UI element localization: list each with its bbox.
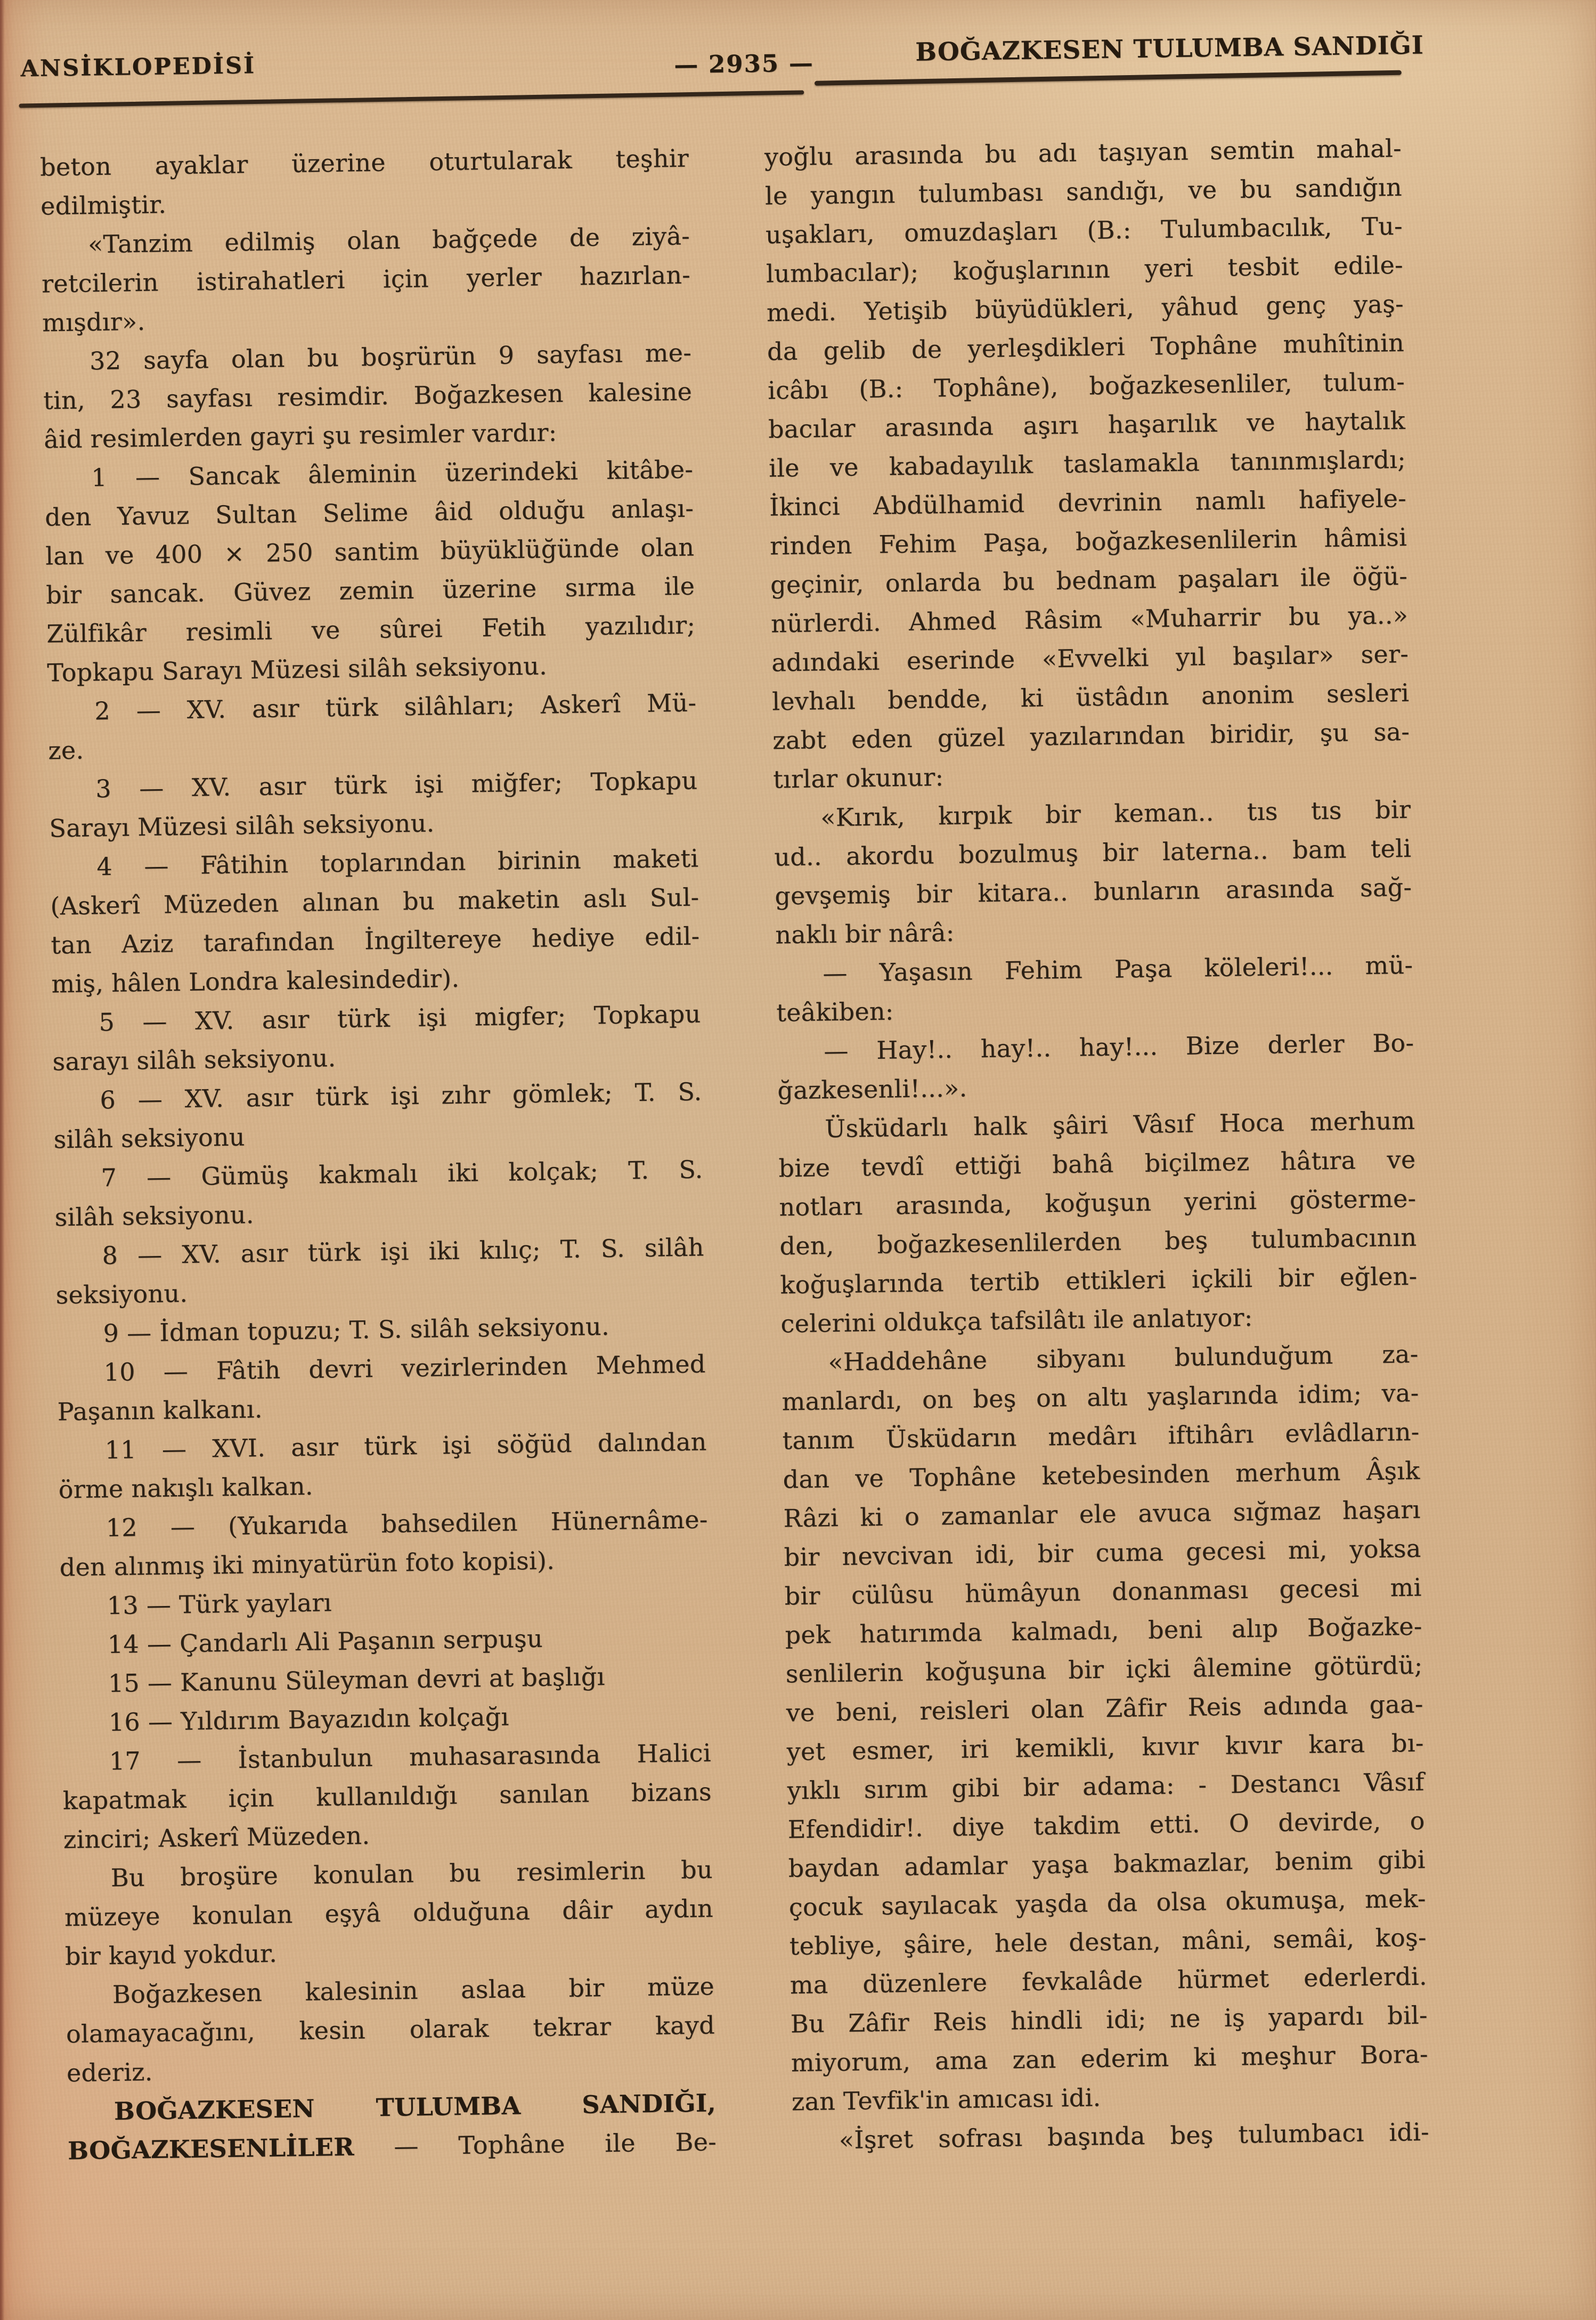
text-line: miş, hâlen Londra kalesindedir). [51, 963, 460, 999]
text-line: Sarayı Müzesi silâh seksiyonu. [49, 808, 435, 843]
text-line: 14 — Çandarlı Ali Paşanın serpuşu [107, 1624, 543, 1659]
text-line: rinden Fehim Paşa, boğazkesenlilerin hâmisi [769, 522, 1407, 561]
text-line: zan Tevfik'in amıcası idi. [791, 2083, 1101, 2116]
text-line: 16 — Yıldırım Bayazıdın kolçağı [108, 1702, 509, 1737]
text-line: 9 — İdman topuzu; T. S. silâh seksiyonu. [103, 1312, 610, 1348]
text-line: kapatmak için kullanıldığı sanılan bizans [62, 1777, 712, 1815]
text-line: sarayı silâh seksiyonu. [52, 1043, 336, 1076]
text-line: teâkiben: [776, 996, 894, 1027]
text-line: Râzi ki o zamanlar ele avuca sığmaz haşarı [783, 1495, 1421, 1533]
text-line: tebliye, şâire, hele destan, mâni, semâi, koş- [789, 1922, 1427, 1961]
text-line: 12 — (Yukarıda bahsedilen Hünernâme- [105, 1505, 709, 1543]
text-line: Zülfikâr resimli ve sûrei Fetih yazılıdır; [46, 610, 696, 648]
text-line: 10 — Fâtih devri vezirlerinden Mehmed [103, 1349, 706, 1387]
text-line: koğuşlarında tertib ettikleri içkili bir eğlen- [780, 1261, 1418, 1300]
text-line: levhalı bendde, ki üstâdın anonim sesleri [771, 678, 1410, 716]
text-line: yet esmer, iri kemikli, kıvır kıvır kara bı- [786, 1728, 1424, 1766]
header-publication-title: ANSİKLOPEDİSİ [20, 52, 256, 83]
text-line: naklı bir nârâ: [775, 918, 955, 950]
text-line: seksiyonu. [55, 1279, 188, 1310]
text-line: İkinci Abdülhamid devrinin namlı hafiyele- [769, 483, 1407, 522]
text-line: silâh seksiyonu [53, 1122, 246, 1154]
text-line: ve beni, reisleri olan Zâfir Reis adında gaa- [786, 1689, 1424, 1727]
text-line: baydan adamlar yaşa bakmazlar, benim gibi [788, 1845, 1426, 1883]
text-line: mışdır». [42, 306, 145, 337]
text-line: icâbı (B.: Tophâne), boğazkesenliler, tulum- [767, 367, 1405, 405]
text-line: olamayacağını, kesin olarak tekrar kayd [66, 2010, 715, 2049]
text-line: lumbacılar); koğuşlarının yeri tesbit edile- [766, 250, 1404, 288]
text-line: ud.. akordu bozulmuş bir laterna.. bam teli [773, 833, 1412, 872]
text-line: zabt eden güzel yazılarından biridir, şu sa- [772, 717, 1410, 755]
text-line: tin, 23 sayfası resimdir. Boğazkesen kalesine [43, 377, 693, 415]
text-line: bize tevdî ettiği bahâ biçilmez hâtıra ve [778, 1145, 1416, 1183]
header-rule-left [19, 90, 804, 108]
text-line: — Hay!.. hay!.. hay!... Bize derler Bo- [824, 1028, 1414, 1066]
text-line: Bu broşüre konulan bu resimlerin bu [110, 1855, 713, 1893]
text-line: 5 — XV. asır türk işi migfer; Topkapu [99, 999, 701, 1037]
text-line: geçinir, onlarda bu bednam paşaları ile öğü- [770, 561, 1408, 599]
header-rule-right [815, 70, 1402, 86]
text-line: manlardı, on beş on altı yaşlarında idim; va- [781, 1378, 1419, 1416]
text-line: Üsküdarlı halk şâiri Vâsıf Hoca merhum [825, 1106, 1415, 1143]
text-line: tan Aziz tarafından İngiltereye hediye edil- [51, 921, 700, 960]
text-column-right [764, 129, 1429, 2160]
text-line: ze. [48, 735, 84, 765]
text-line: 15 — Kanunu Süleyman devri at başlığı [108, 1662, 605, 1698]
text-line: 7 — Gümüş kakmalı iki kolçak; T. S. [101, 1155, 703, 1193]
text-line: Topkapu Sarayı Müzesi silâh seksiyonu. [46, 651, 548, 687]
text-line: celerini oldukça tafsilâtı ile anlatıyor: [780, 1303, 1253, 1339]
text-line: den, boğazkesenlilerden beş tulumbacının [779, 1222, 1417, 1261]
text-line: lan ve 400 × 250 santim büyüklüğünde olan [45, 532, 695, 571]
text-line: 32 sayfa olan bu boşrürün 9 sayfası me- [89, 338, 692, 376]
text-line: 8 — XV. asır türk işi iki kılıç; T. S. silâh [102, 1232, 704, 1270]
text-line: yoğlu arasında bu adı taşıyan semtin mahal- [764, 134, 1402, 172]
text-line: dan ve Tophâne ketebesinden merhum Âşık [783, 1456, 1420, 1494]
text-line: müzeye konulan eşyâ olduğuna dâir aydın [64, 1894, 714, 1932]
text-line: 2 — XV. asır türk silâhları; Askerî Mü- [94, 688, 697, 726]
text-line: Paşanın kalkanı. [57, 1394, 263, 1426]
text-line: pek hatırımda kalmadı, beni alıp Boğazke- [785, 1611, 1422, 1650]
text-line: 3 — XV. asır türk işi miğfer; Topkapu [95, 766, 698, 804]
text-line: Boğazkesen kalesinin aslaa bir müze [112, 1972, 715, 2009]
text-line: 1 — Sancak âleminin üzerindeki kitâbe- [91, 455, 694, 492]
text-line: 11 — XVI. asır türk işi söğüd dalından [104, 1427, 707, 1465]
text-line: bir sancak. Güvez zemin üzerine sırma ile [45, 571, 695, 610]
text-line: ederiz. [66, 2057, 153, 2088]
text-line: ğazkesenli!...». [777, 1073, 967, 1105]
text-line: bir nevcivan idi, bir cuma gecesi mi, yoksa [784, 1534, 1421, 1572]
text-line: den alınmış iki minyatürün foto kopisi). [59, 1546, 555, 1582]
text-line: bir kayıd yokdur. [64, 1938, 278, 1971]
text-line: zinciri; Askerî Müzeden. [63, 1821, 370, 1854]
text-line: yıklı sırım gibi bir adama: - Destancı Vâsıf [787, 1767, 1425, 1805]
text-line: beton ayaklar üzerine oturtularak teşhir [39, 143, 689, 182]
text-line: edilmiştir. [40, 190, 167, 221]
text-line: 4 — Fâtihin toplarından birinin maketi [96, 843, 699, 881]
text-line: örme nakışlı kalkan. [58, 1471, 314, 1504]
text-line: bir cülûsu hümâyun donanması gecesi mi [784, 1572, 1422, 1611]
text-line: çocuk sayılacak yaşda da olsa okumuşa, mek- [788, 1884, 1427, 1922]
text-line: âid resimlerden gayri şu resimler vardır: [43, 418, 557, 454]
text-line: 17 — İstanbulun muhasarasında Halici [109, 1738, 712, 1776]
text-line: (Askerî Müzeden alınan bu maketin aslı Sul- [50, 882, 699, 921]
text-line: retcilerin istirahatleri için yerler hazırlan- [41, 260, 691, 298]
text-line: BOĞAZKESEN TULUMBA SANDIĞI, [113, 2088, 716, 2126]
text-line: Efendidir!. diye takdim etti. O devirde, o [787, 1806, 1426, 1844]
text-line: medi. Yetişib büyüdükleri, yâhud genç yaş- [766, 289, 1404, 327]
text-line: le yangın tulumbası sandığı, ve bu sandığın [764, 173, 1403, 210]
text-line: notları arasında, koğuşun yerini gösterme- [779, 1183, 1416, 1222]
text-line: 6 — XV. asır türk işi zıhr gömlek; T. S. [100, 1077, 702, 1115]
text-line: gevşemiş bir kitara.. bunların arasında sağ- [774, 872, 1412, 911]
text-line: 13 — Türk yayları [107, 1588, 332, 1620]
text-line: tanım Üsküdarın medârı iftihârı evlâdların- [782, 1417, 1420, 1455]
text-line [68, 2122, 717, 2170]
text-line: «Kırık, kırpık bir keman.. tıs tıs bir [820, 794, 1411, 832]
text-line: «Tanzim edilmiş olan bağçede de ziyâ- [87, 221, 690, 259]
text-line: «İşret sofrası başında beş tulumbacı idi- [838, 2117, 1430, 2155]
text-line: bacılar arasında aşırı haşarılık ve haytalık [768, 405, 1406, 444]
text-line: tırlar okunur: [772, 762, 944, 794]
text-line: senlilerin koğuşuna bir içki âlemine götürdü; [785, 1650, 1423, 1689]
text-column-left [40, 139, 717, 2171]
text-segment: — Tophâne ile Be- [354, 2127, 717, 2161]
text-line: adındaki eserinde «Evvelki yıl başılar» ser- [771, 639, 1409, 677]
text-line: nürlerdi. Ahmed Râsim «Muharrir bu ya..» [770, 600, 1408, 638]
header-page-number: — 2935 — [673, 48, 815, 79]
text-line: ile ve kabadayılık taslamakla tanınmışlardı; [768, 444, 1406, 483]
text-line: silâh seksiyonu. [54, 1200, 255, 1232]
bold-text-segment: BOĞAZKESENLİLER [67, 2132, 355, 2165]
text-line: Bu Zâfir Reis hindli idi; ne iş yapardı bil- [790, 2000, 1428, 2039]
text-columns [40, 129, 1430, 2170]
text-line: — Yaşasın Fehim Paşa köleleri!... mü- [822, 950, 1413, 988]
text-line: ma düzenlere fevkalâde hürmet ederlerdi. [789, 1961, 1428, 2000]
text-line: da gelib de yerleşdikleri Tophâne muhîtinin [767, 328, 1405, 366]
text-line: «Haddehâne sibyanı bulunduğum za- [828, 1339, 1419, 1377]
header-article-title: BOĞAZKESEN TULUMBA SANDIĞI [915, 30, 1424, 67]
page-binding-edge [0, 0, 5, 2320]
text-line: miyorum, ama zan ederim ki meşhur Bora- [791, 2039, 1429, 2078]
text-line: uşakları, omuzdaşları (B.: Tulumbacılık, Tu- [765, 212, 1403, 249]
text-line: den Yavuz Sultan Selime âid olduğu anlaşı- [44, 493, 694, 532]
